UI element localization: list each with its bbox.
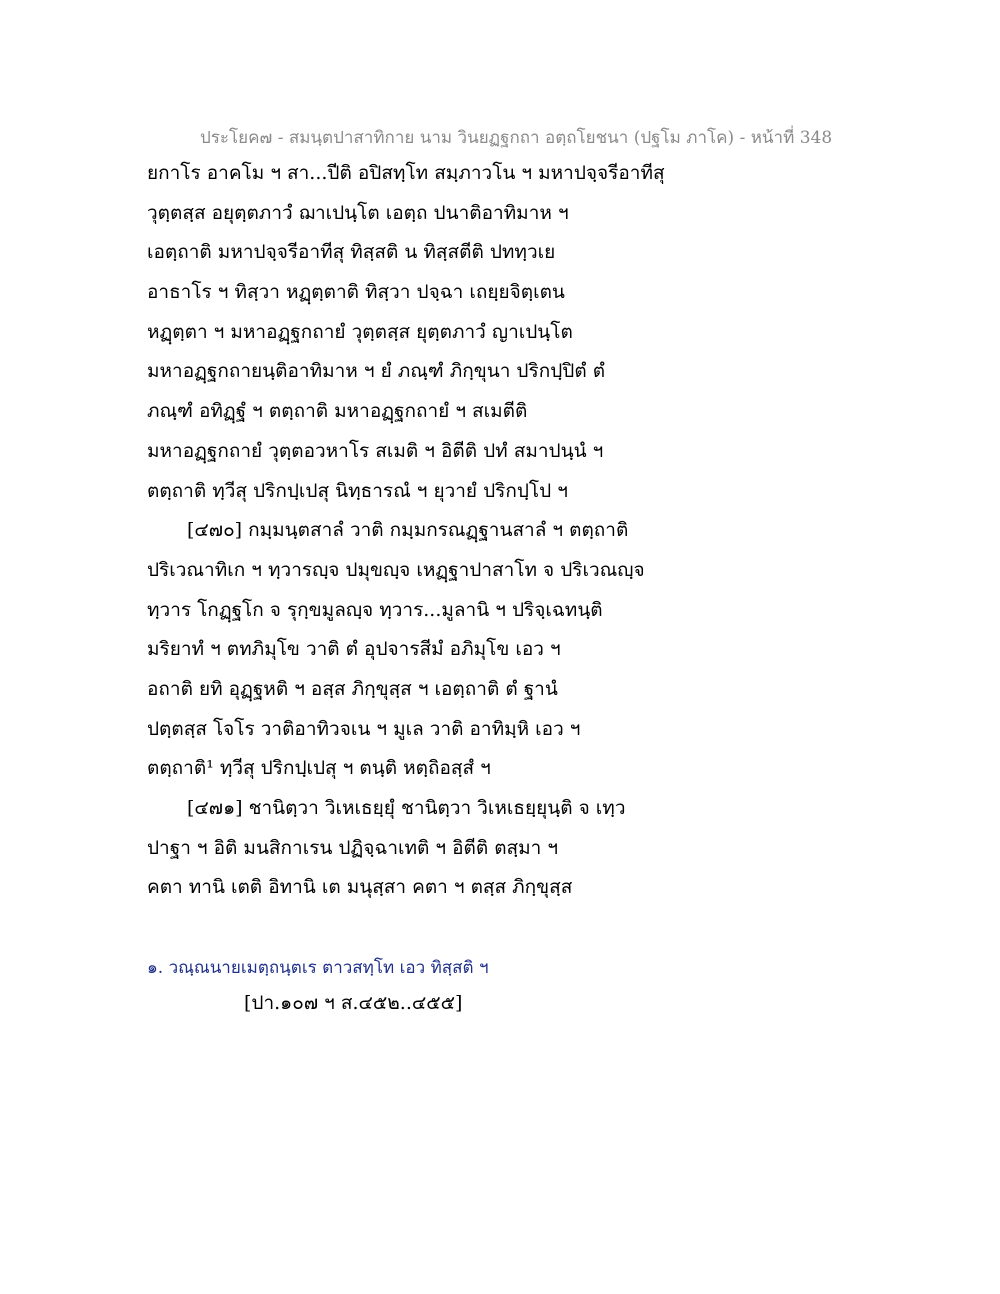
footnote: ๑. วณฺณนายเมตฺถนฺตเร ตาวสทฺโท เอว ทิสฺสติ ฯ <box>147 958 489 978</box>
text-line: คตา ทานิ เตติ อิทานิ เต มนุสฺสา คตา ฯ ตสฺส ภิกฺขุสฺส <box>147 876 573 899</box>
page-reference: [ปา.๑๐๗ ฯ ส.๔๕๒..๔๕๕] <box>244 992 463 1014</box>
text-line: หฏฺตฺตา ฯ มหาอฏฺฐกถายํ วุตฺตสฺส ยุตฺตภาวํ ญาเปนฺโต <box>147 320 573 343</box>
text-line: ตตฺถาติ¹ ทฺวีสุ ปริกปฺเปสุ ฯ ตนฺติ หตฺถิอสฺสํ ฯ <box>147 757 491 780</box>
text-line: ปริเวณาทิเก ฯ ทฺวารญฺจ ปมุขญฺจ เหฏฺฐาปาสาโท จ ปริเวณญฺจ <box>147 558 645 581</box>
text-line: เอตฺถาติ มหาปจฺจรีอาทีสุ ทิสฺสติ น ทิสฺสตีติ ปททฺวเย <box>147 241 556 264</box>
page-header: ประโยค๗ - สมนฺตปาสาทิกาย นาม วินยฏฐกถา อตฺถโยชนา (ปฐโม ภาโค) - หน้าที่ 348 <box>200 128 833 148</box>
text-line: ทฺวาร โกฏฺฐโก จ รุกฺขมูลญฺจ ทฺวาร...มูลานิ ฯ ปริจฺเฉทนฺติ <box>147 598 603 621</box>
text-line: ภณฺฑํ อทิฏฺฐํ ฯ ตตฺถาติ มหาอฏฺฐกถายํ ฯ สเมตีติ <box>147 400 528 423</box>
text-line: วุตฺตสฺส อยุตฺตภาวํ ฌาเปนฺโต เอตฺถ ปนาติอาทิมาห ฯ <box>147 201 569 224</box>
text-line: อถาติ ยทิ อุฏฺฐหติ ฯ อสฺส ภิกฺขุสฺส ฯ เอตฺถาติ ตํ ฐานํ <box>147 677 558 700</box>
text-line: ยกาโร อาคโม ฯ สา...ปีติ อปิสทฺโท สมฺภาวโน ฯ มหาปจฺจรีอาทีสุ <box>147 162 665 184</box>
paragraph-470-start: [๔๗๐] กมฺมนฺตสาลํ วาติ กมฺมกรณฏฺฐานสาลํ ฯ ตตฺถาติ <box>187 519 629 542</box>
text-line: ปตฺตสฺส โจโร วาติอาทิวจเน ฯ มูเล วาติ อาทิมฺหิ เอว ฯ <box>147 717 581 740</box>
text-line: มหาอฏฺฐกถายํ วุตฺตอวหาโร สเมติ ฯ อิตีติ ปทํ สมาปนฺนํ ฯ <box>147 439 604 462</box>
text-line: มหาอฏฺฐกถายนฺติอาทิมาห ฯ ยํ ภณฺฑํ ภิกฺขุนา ปริกปฺปิตํ ตํ <box>147 360 606 383</box>
text-line: ปาฐา ฯ อิติ มนสิกาเรน ปฏิจฺฉาเทติ ฯ อิตีติ ตสฺมา ฯ <box>147 836 559 859</box>
text-line: ตตฺถาติ ทฺวีสุ ปริกปฺเปสุ นิทฺธารณํ ฯ ยุวายํ ปริกปฺโป ฯ <box>147 479 568 502</box>
body-text <box>147 158 867 912</box>
text-line: อาธาโร ฯ ทิสฺวา หฏฺตฺตาติ ทิสฺวา ปจฺฉา เถยฺยจิตฺเตน <box>147 281 565 304</box>
text-line: มริยาทํ ฯ ตทภิมุโข วาติ ตํ อุปจารสีมํ อภิมุโข เอว ฯ <box>147 638 561 661</box>
paragraph-471-start: [๔๗๑] ชานิตฺวา วิเหเธยฺยุํ ชานิตฺวา วิเหเธยฺยุนฺติ จ เทฺว <box>187 797 626 819</box>
